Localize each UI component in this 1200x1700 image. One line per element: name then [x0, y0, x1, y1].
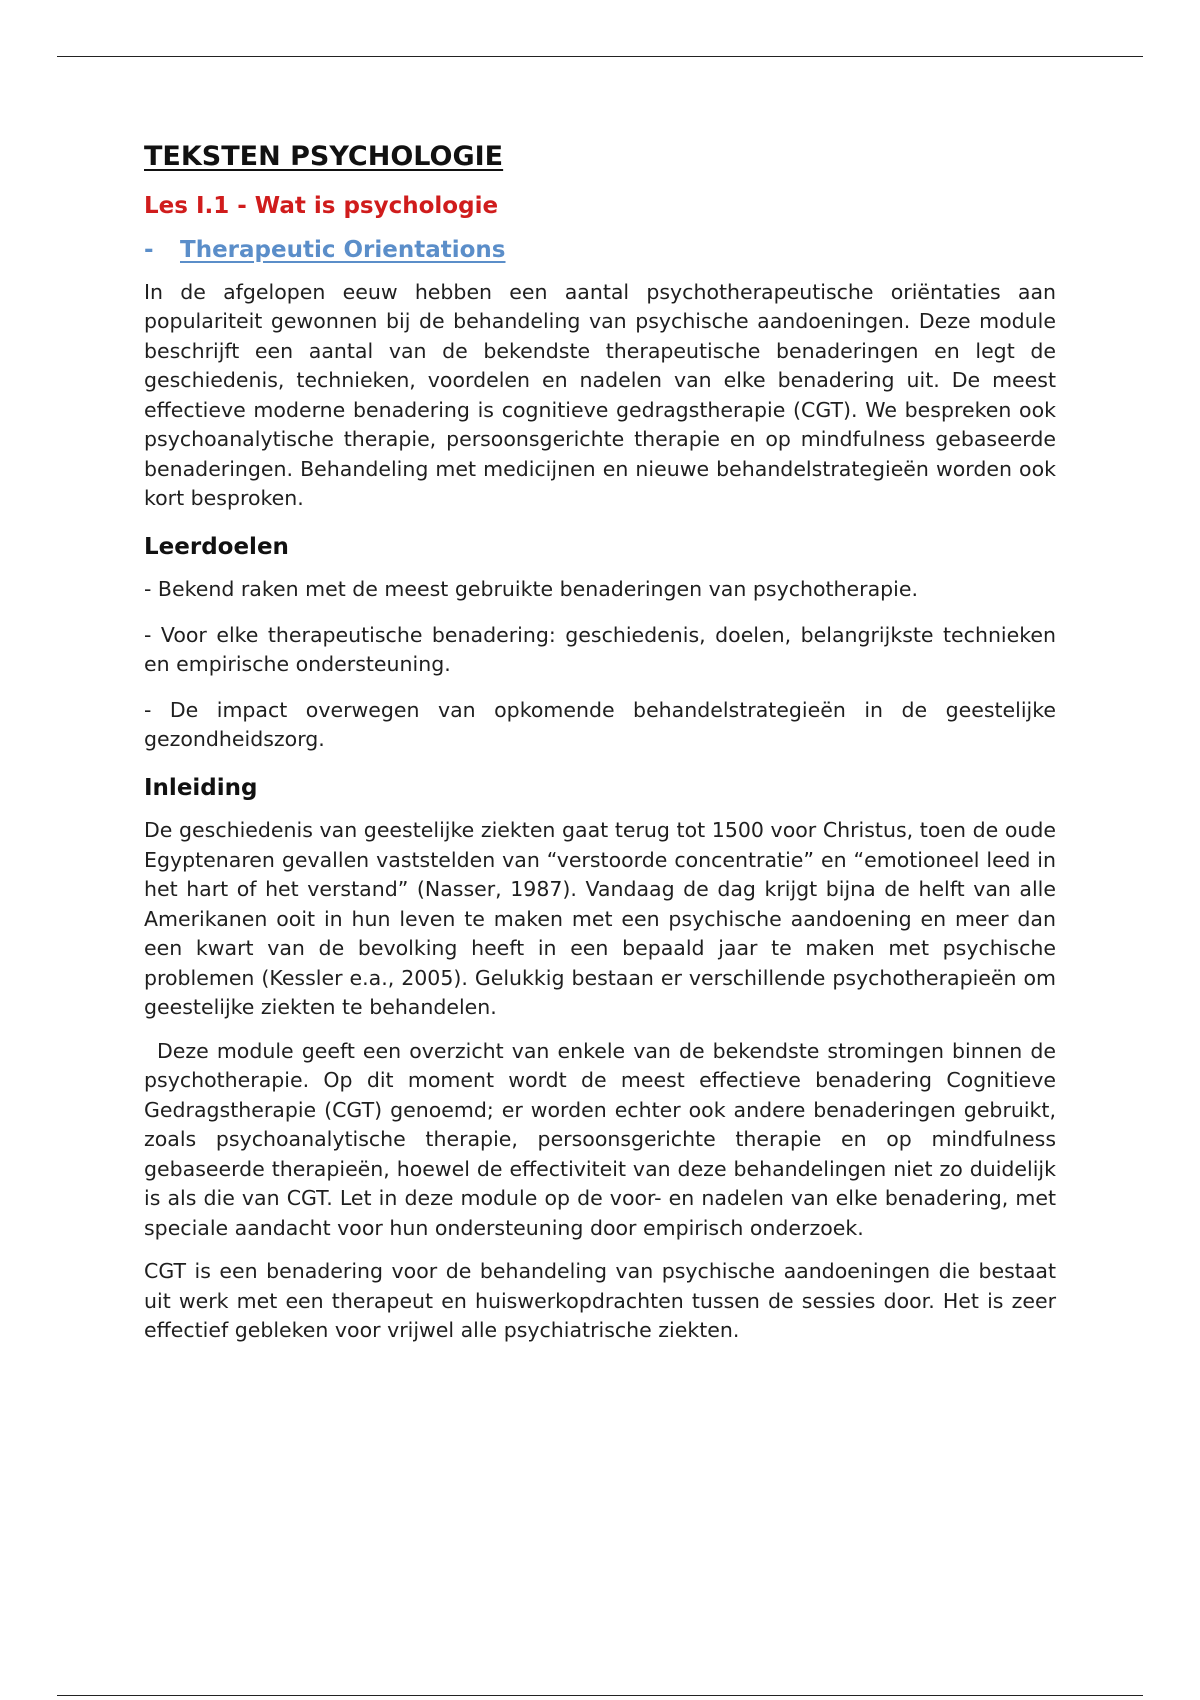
document-title: TEKSTEN PSYCHOLOGIE	[144, 141, 504, 172]
introduction-paragraph: De geschiedenis van geestelijke ziekten gaat terug tot 1500 voor Christus, toen de oude Egyptenaren gevallen vaststelden van “verstoorde concentratie” en “emotioneel leed in het hart of het verstand” (Nasser, 1987). Vandaag de dag krijgt bijna de helft van alle Amerikanen ooit in hun leven te maken met een psychische aandoening en meer dan een kwart van de bevolking heeft in een bepaald jaar te maken met psychische problemen (Kessler e.a., 2005). Gelukkig bestaan er verschillende psychotherapieën om geestelijke ziekten te behandelen.	[144, 818, 1056, 1020]
section-link-row	[144, 236, 1056, 266]
introduction-heading: Inleiding	[144, 774, 258, 801]
therapeutic-orientations-link[interactable]: Therapeutic Orientations	[180, 236, 506, 263]
intro-paragraph: In de afgelopen eeuw hebben een aantal psychotherapeutische oriëntaties aan populariteit gewonnen bij de behandeling van psychische aandoeningen. Deze module beschrijft een aantal van de bekendste therapeutische benaderingen en legt de geschiedenis, technieken, voordelen en nadelen van elke benadering uit. De meest effectieve moderne benadering is cognitieve gedragstherapie (CGT). We bespreken ook psychoanalytische therapie, persoonsgerichte therapie en op mindfulness gebaseerde benaderingen. Behandeling met medicijnen en nieuwe behandelstrategieën worden ook kort besproken.	[144, 279, 1056, 511]
lesson-title: Les I.1 - Wat is psychologie	[144, 192, 499, 219]
footer-rule	[57, 1695, 1143, 1696]
learning-goal-item: - Bekend raken met de meest gebruikte benaderingen van psychotherapie.	[144, 577, 918, 602]
introduction-paragraph: Deze module geeft een overzicht van enkele van de bekendste stromingen binnen de psychotherapie. Op dit moment wordt de meest effectieve benadering Cognitieve Gedragstherapie (CGT) genoemd; er worden echter ook andere benaderingen gebruikt, zoals psychoanalytische therapie, persoonsgerichte therapie en op mindfulness gebaseerde therapieën, hoewel de effectiviteit van deze behandelingen niet zo duidelijk is als die van CGT. Let in deze module op de voor- en nadelen van elke benadering, met speciale aandacht voor hun ondersteuning door empirisch onderzoek.	[144, 1038, 1056, 1240]
learning-goal-item: - Voor elke therapeutische benadering: geschiedenis, doelen, belangrijkste technieken en empirische ondersteuning.	[144, 622, 1056, 677]
learning-goal-item: - De impact overwegen van opkomende behandelstrategieën in de geestelijke gezondheidszorg.	[144, 697, 1056, 752]
header-rule	[57, 56, 1143, 57]
section-bullet: -	[144, 236, 154, 263]
document-body	[144, 140, 1056, 1360]
learning-goals-heading: Leerdoelen	[144, 533, 289, 560]
introduction-paragraph: CGT is een benadering voor de behandeling van psychische aandoeningen die bestaat uit werk met een therapeut en huiswerkopdrachten tussen de sessies door. Het is zeer effectief gebleken voor vrijwel alle psychiatrische ziekten.	[144, 1259, 1056, 1343]
